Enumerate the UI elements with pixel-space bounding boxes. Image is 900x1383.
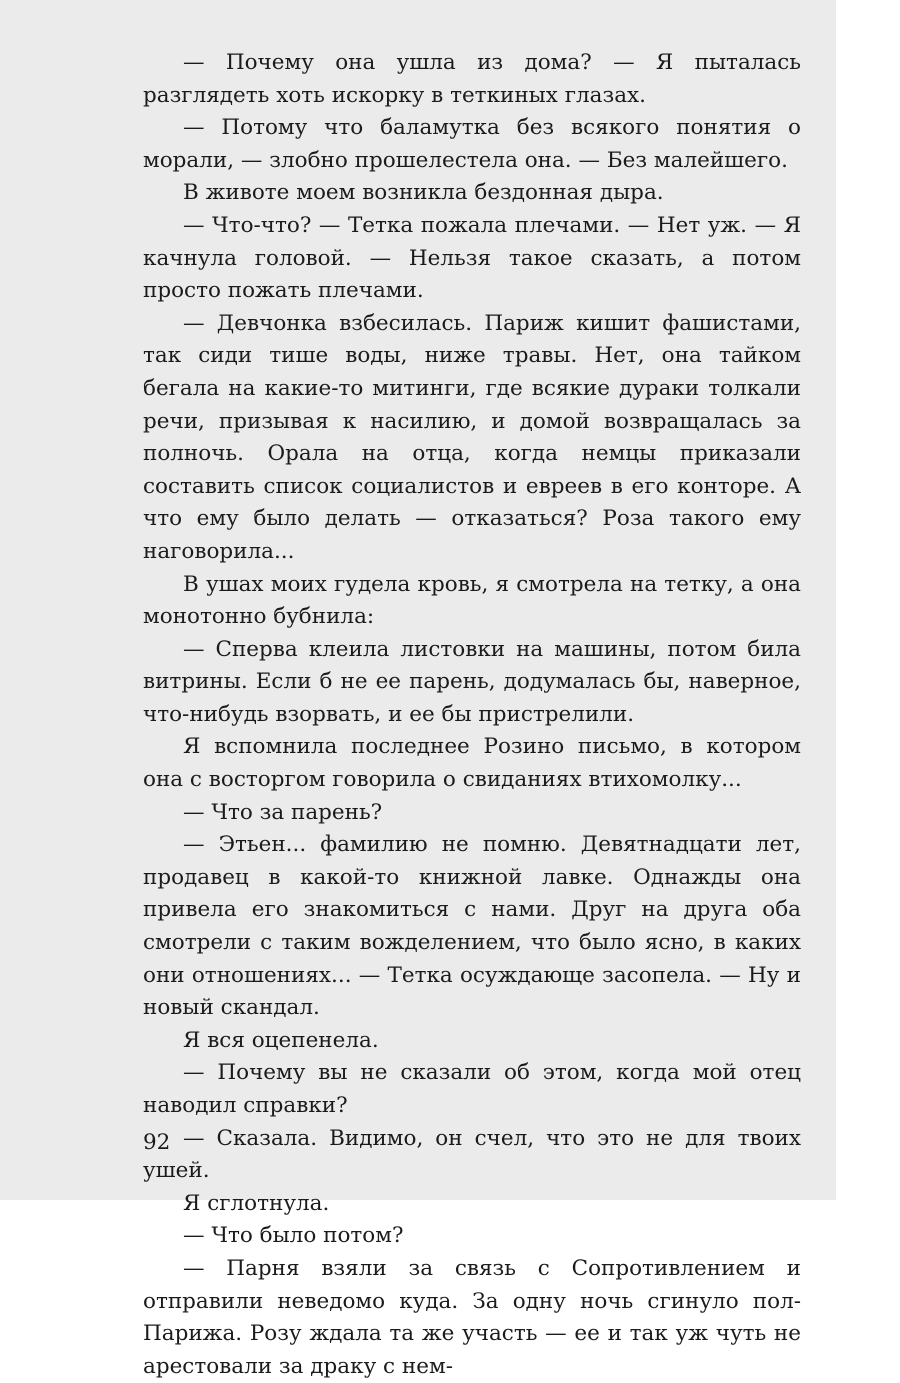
paragraph: Я вспомнила последнее Розино письмо, в котором она с восторгом говорила о свиданиях втихомолку...: [143, 734, 801, 793]
paragraph: — Сперва клеила листовки на машины, потом била витрины. Если б не ее парень, додумалась бы, наверное, что-нибудь взорвать, и ее бы пристрелили.: [143, 636, 801, 727]
paragraph: — Этьен... фамилию не помню. Девятнадцати лет, продавец в какой-то книжной лавке. Однажды она привела его знакомиться с нами. Друг на друга оба смотрели с таким вожделением, что было ясно, в каких они отношениях... — Тетка осуждающе засопела. — Ну и новый скандал.: [143, 832, 801, 1021]
paragraph: Я вся оцепенела.: [183, 1027, 379, 1053]
paragraph: — Почему вы не сказали об этом, когда мой отец наводил справки?: [143, 1060, 801, 1118]
body-text: [143, 47, 801, 1383]
paragraph: Я сглотнула.: [183, 1190, 330, 1216]
paragraph: — Потому что баламутка без всякого понятия о морали, — злобно прошелестела она. — Без малейшего.: [143, 115, 801, 173]
paragraph: — Парня взяли за связь с Сопротивлением и отправили неведомо куда. За одну ночь сгинуло пол-Парижа. Розу ждала та же участь — ее и так уж чуть не арестовали за драку с нем-: [143, 1255, 801, 1379]
paragraph: — Почему она ушла из дома? — Я пыталась разглядеть хоть искорку в теткиных глазах.: [143, 50, 801, 108]
paragraph: В животе моем возникла бездонная дыра.: [183, 180, 664, 206]
paragraph: — Что было потом?: [183, 1223, 404, 1249]
paragraph: — Что за парень?: [183, 799, 383, 825]
page-number: 92: [143, 1130, 171, 1155]
paragraph: — Что-что? — Тетка пожала плечами. — Нет уж. — Я качнула головой. — Нельзя такое сказать, а потом просто пожать плечами.: [143, 212, 801, 304]
page-edge: [836, 0, 900, 1200]
paragraph: В ушах моих гудела кровь, я смотрела на тетку, а она монотонно бубнила:: [143, 571, 801, 630]
paragraph: — Сказала. Видимо, он счел, что это не для твоих ушей.: [143, 1125, 801, 1184]
paragraph: — Девчонка взбесилась. Париж кишит фашистами, так сиди тише воды, ниже травы. Нет, она тайком бегала на какие-то митинги, где всякие дураки толкали речи, призывая к насилию, и домой возвращалась за полночь. Орала на отца, когда немцы приказали составить список социалистов и евреев в его конторе. А что ему было делать — отказаться? Роза такого ему наговорила...: [143, 310, 801, 564]
